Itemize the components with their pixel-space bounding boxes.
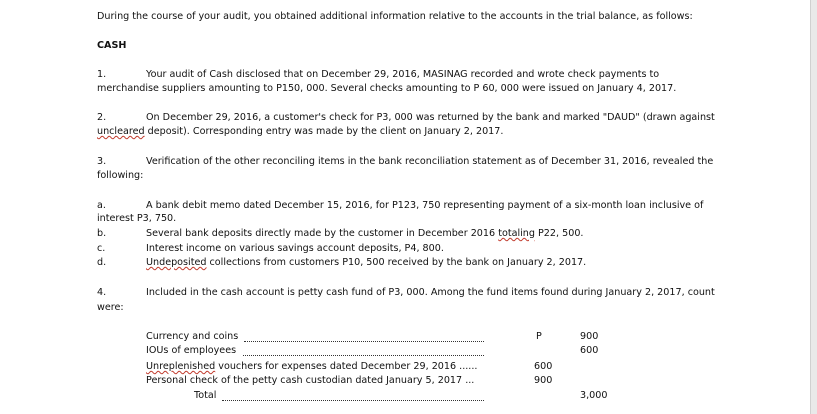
item-4-line-1: Included in the cash account is petty cash fund of P3, 000. Among the fund items found during January 2, 2017, count: [146, 287, 715, 298]
vertical-scrollbar[interactable]: [810, 0, 817, 414]
item-2-uncleared-word: uncleared: [97, 126, 145, 137]
subitem-b-letter: b.: [97, 228, 107, 239]
subitem-a-line-2: interest P3, 750.: [97, 213, 177, 224]
currency-value: 900: [580, 331, 599, 342]
cash-heading: CASH: [97, 40, 127, 51]
subitem-d-text: [146, 257, 586, 269]
vouchers-value: 600: [534, 361, 553, 372]
ious-value: 600: [580, 345, 599, 356]
item-1-line-1: Your audit of Cash disclosed that on December 29, 2016, MASINAG recorded and wrote check payments to: [146, 69, 660, 80]
subitem-d-text-rest: collections from customers P10, 500 received by the bank on January 2, 2017.: [206, 257, 587, 268]
subitem-c-letter: c.: [97, 243, 106, 254]
item-2-line-2-rest: deposit). Corresponding entry was made by the client on January 2, 2017.: [144, 126, 504, 137]
currency-leader: [244, 341, 484, 342]
personal-check-value: 900: [534, 375, 553, 386]
item-3-line-2: following:: [97, 170, 144, 181]
item-4-number: 4.: [97, 287, 107, 298]
item-2-line-1: On December 29, 2016, a customer's check for P3, 000 was returned by the bank and marked "DAUD" (drawn against: [146, 112, 715, 123]
subitem-c-text: Interest income on various savings account deposits, P4, 800.: [146, 243, 444, 254]
peso-sign: P: [536, 331, 542, 342]
total-value: 3,000: [580, 390, 608, 401]
subitem-b-totaling-word: totaling: [498, 228, 535, 239]
item-2-line-2: [97, 126, 503, 138]
ious-leader: [243, 355, 484, 356]
item-4-line-2: were:: [97, 302, 124, 313]
total-leader: [222, 400, 484, 401]
subitem-b-text-post: P22, 500.: [534, 228, 584, 239]
subitem-b-text: [146, 228, 583, 240]
item-3-line-1: Verification of the other reconciling items in the bank reconciliation statement as of December 31, 2016, revealed the: [146, 156, 714, 167]
vouchers-label: [146, 361, 477, 373]
subitem-a-letter: a.: [97, 200, 106, 211]
ious-label: IOUs of employees: [146, 345, 237, 356]
subitem-a-line-1: A bank debit memo dated December 15, 2016, for P123, 750 representing payment of a six-month loan inclusive of: [146, 200, 704, 211]
personal-check-label: Personal check of the petty cash custodian dated January 5, 2017 ...: [146, 375, 475, 386]
item-3-number: 3.: [97, 156, 107, 167]
item-2-number: 2.: [97, 112, 107, 123]
subitem-d-letter: d.: [97, 257, 107, 268]
intro-text: During the course of your audit, you obtained additional information relative to the accounts in the trial balance, as follows:: [97, 11, 693, 22]
currency-label: Currency and coins: [146, 331, 239, 342]
vouchers-label-rest: vouchers for expenses dated December 29, 2016 ......: [215, 361, 478, 372]
item-1-number: 1.: [97, 69, 107, 80]
vouchers-unreplenished-word: Unreplenished: [146, 361, 216, 372]
item-1-line-2: merchandise suppliers amounting to P150, 000. Several checks amounting to P 60, 000 were issued on January 4, 2017.: [97, 83, 677, 94]
subitem-d-undeposited-word: Undeposited: [146, 257, 207, 268]
total-label: Total: [194, 390, 217, 401]
subitem-b-text-pre: Several bank deposits directly made by the customer in December 2016: [146, 228, 499, 239]
